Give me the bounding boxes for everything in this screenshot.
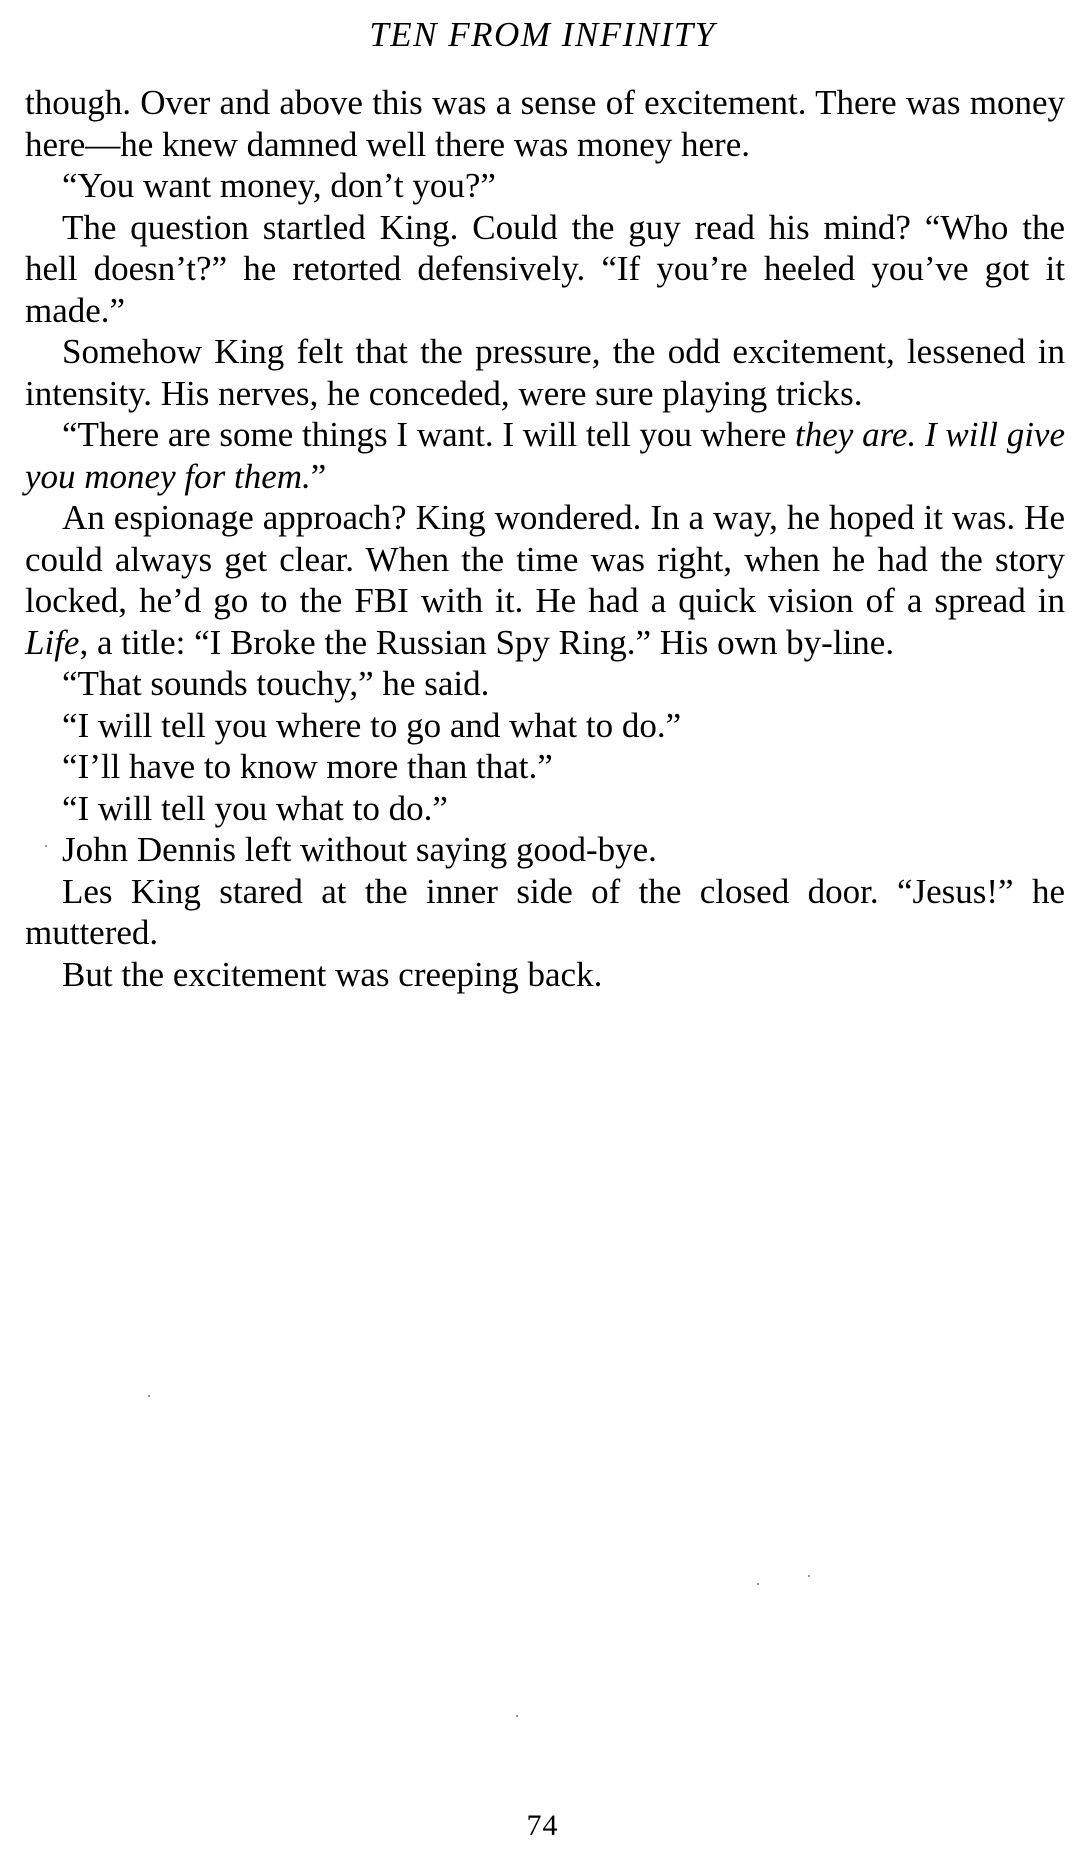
paragraph-text: ” (310, 456, 327, 496)
paragraph (25, 414, 1065, 497)
running-head: TEN FROM INFINITY (369, 15, 716, 54)
paragraph: But the excitement was creeping back. (62, 954, 603, 994)
paragraph: Les King stared at the inner side of the closed door. “Jesus!” he muttered. (25, 871, 1065, 952)
scan-speck (516, 1715, 518, 1717)
scan-speck (757, 1583, 759, 1585)
paragraph: though. Over and above this was a sense of excitement. There was money here—he knew damned well there was money here. (25, 83, 1065, 164)
italic-magazine-title: Life (25, 622, 80, 662)
paragraph: “That sounds touchy,” he said. (62, 664, 490, 703)
paragraph-text: , a title: “I Broke the Russian Spy Ring.” His own by-line. (79, 622, 895, 662)
paragraph-text: An espionage approach? King wondered. In a way, he hoped it was. He could always get clear. When the time was right, when he had the story locked, he’d go to the FBI with it. He had a quick vision of a spread in (25, 498, 1065, 620)
scan-speck (808, 1575, 810, 1577)
scan-speck (45, 845, 47, 847)
paragraph: The question startled King. Could the guy read his mind? “Who the hell doesn’t?” he retorted defensively. “If you’re heeled you’ve got it made.” (25, 207, 1065, 330)
paragraph: “You want money, don’t you?” (62, 166, 496, 205)
paragraph: John Dennis left without saying good-bye. (62, 830, 657, 869)
paragraph (25, 497, 1065, 663)
paragraph: Somehow King felt that the pressure, the odd excitement, lessened in intensity. His nerves, he conceded, were sure playing tricks. (25, 332, 1065, 413)
italic-text: they are. I will give you money for them. (25, 415, 1065, 496)
paragraph: “I will tell you where to go and what to do.” (62, 705, 682, 745)
scan-speck (148, 1395, 150, 1397)
paragraph: “I’ll have to know more than that.” (62, 747, 553, 786)
page-number: 74 (526, 1809, 559, 1842)
paragraph-text: “There are some things I want. I will tell you where (62, 415, 796, 454)
body-text (25, 82, 1065, 995)
paragraph: “I will tell you what to do.” (62, 788, 448, 828)
